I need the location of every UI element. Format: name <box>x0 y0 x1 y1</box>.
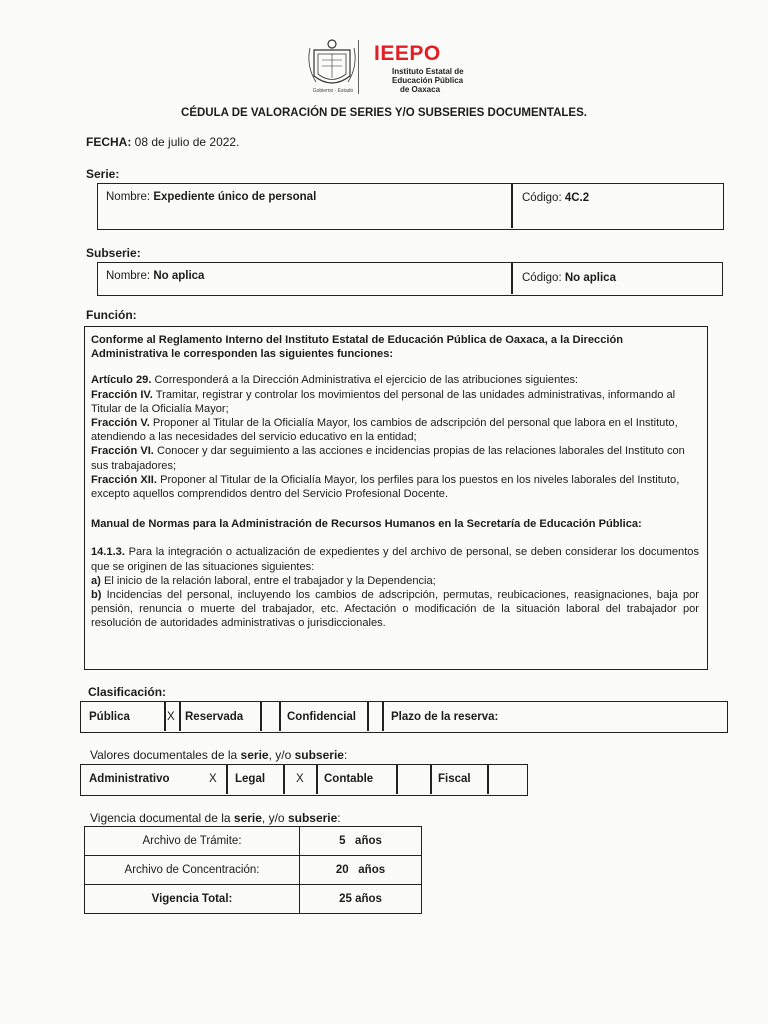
oaxaca-seal-logo <box>302 36 362 96</box>
subserie-codigo: Código: No aplica <box>522 272 616 284</box>
table-row <box>85 856 422 885</box>
vigencia-row-label: Vigencia Total: <box>85 885 300 914</box>
contable-label: Contable <box>324 773 374 785</box>
subserie-nombre: Nombre: No aplica <box>106 270 205 282</box>
punto-14-1-3: 14.1.3. Para la integración o actualización de expedientes y del archivo de personal, se deben considerar los documentos que se originen de las situaciones siguientes: <box>91 546 699 573</box>
fraccion-vi: Fracción VI. Conocer y dar seguimiento a las acciones e incidencias propias de las relaciones laborales del Instituto con sus trabajadores; <box>91 445 685 472</box>
clasificacion-grid <box>80 701 728 733</box>
valores-grid <box>80 764 528 796</box>
publica-mark: X <box>167 711 175 723</box>
fraccion-iv: Fracción IV. Tramitar, registrar y controlar los movimientos del personal de las unidades administrativas, informando al Titular de la Oficialía Mayor; <box>91 388 676 415</box>
vigencia-label: Vigencia documental de la serie, y/o subserie: <box>90 811 341 825</box>
vigencia-row-value: 5 años <box>300 827 422 856</box>
serie-box <box>97 183 724 230</box>
confidencial-label: Confidencial <box>287 711 357 723</box>
legal-label: Legal <box>235 773 266 785</box>
publica-label: Pública <box>89 711 130 723</box>
serie-label: Serie: <box>86 167 120 181</box>
table-row <box>85 885 422 914</box>
funcion-intro: Conforme al Reglamento Interno del Instituto Estatal de Educación Pública de Oaxaca, a la Dirección Administrativa le corresponden las siguientes funciones: <box>91 334 624 361</box>
vigencia-table <box>84 826 422 914</box>
fecha-line: FECHA: 08 de julio de 2022. <box>86 135 240 149</box>
reservada-label: Reservada <box>185 711 244 723</box>
fraccion-v: Fracción V. Proponer al Titular de la Oficialía Mayor, los cambios de adscripción del personal que labora en el Instituto, atendiendo a las necesidades del servicio educativo en la entidad; <box>91 417 678 444</box>
plazo-label: Plazo de la reserva: <box>391 711 499 723</box>
subserie-box <box>97 262 723 296</box>
inciso-b: b) Incidencias del personal, incluyendo los cambios de adscripción, permutas, reubicaciones, reasignaciones, baja por pensión, renuncia o muerte del trabajador, etc. Afectación o modificación de la situación laboral del trabajador por resolución de autoridades administrativas o jurisdiccionales. <box>91 589 699 630</box>
vigencia-row-label: Archivo de Trámite: <box>85 827 300 856</box>
legal-mark: X <box>296 773 304 785</box>
valores-label: Valores documentales de la serie, y/o subserie: <box>90 748 348 762</box>
funcion-box <box>84 326 708 670</box>
vigencia-row-label: Archivo de Concentración: <box>85 856 300 885</box>
clasificacion-label: Clasificación: <box>88 685 167 699</box>
fraccion-xii: Fracción XII. Proponer al Titular de la Oficialía Mayor, los perfiles para los puestos en los niveles laborales del Instituto, excepto aquellos comprendidos dentro del Servicio Profesional Docente. <box>91 473 680 501</box>
articulo-29: Artículo 29. Corresponderá a la Dirección Administrativa el ejercicio de las atribuciones siguientes: <box>91 374 579 387</box>
serie-nombre: Nombre: Expediente único de personal <box>106 191 317 203</box>
ieepo-logo: IEEPO <box>374 42 441 65</box>
administrativo-label: Administrativo <box>89 773 170 785</box>
header-divider <box>358 40 359 94</box>
serie-codigo: Código: 4C.2 <box>522 192 590 204</box>
subserie-label: Subserie: <box>86 246 141 260</box>
funcion-label: Función: <box>86 308 137 322</box>
institution-name: Instituto Estatal de Educación Pública de Oaxaca <box>392 67 464 94</box>
vigencia-row-value: 20 años <box>300 856 422 885</box>
inciso-a: a) El inicio de la relación laboral, entre el trabajador y la Dependencia; <box>91 574 436 587</box>
seal-caption: Gobierno · Estado <box>312 88 354 94</box>
manual-title: Manual de Normas para la Administración de Recursos Humanos en la Secretaría de Educación Pública: <box>91 518 642 531</box>
administrativo-mark: X <box>209 773 217 785</box>
vigencia-row-value: 25 años <box>300 885 422 914</box>
table-row <box>85 827 422 856</box>
document-title: CÉDULA DE VALORACIÓN DE SERIES Y/O SUBSERIES DOCUMENTALES. <box>181 107 587 119</box>
fiscal-label: Fiscal <box>438 773 471 785</box>
